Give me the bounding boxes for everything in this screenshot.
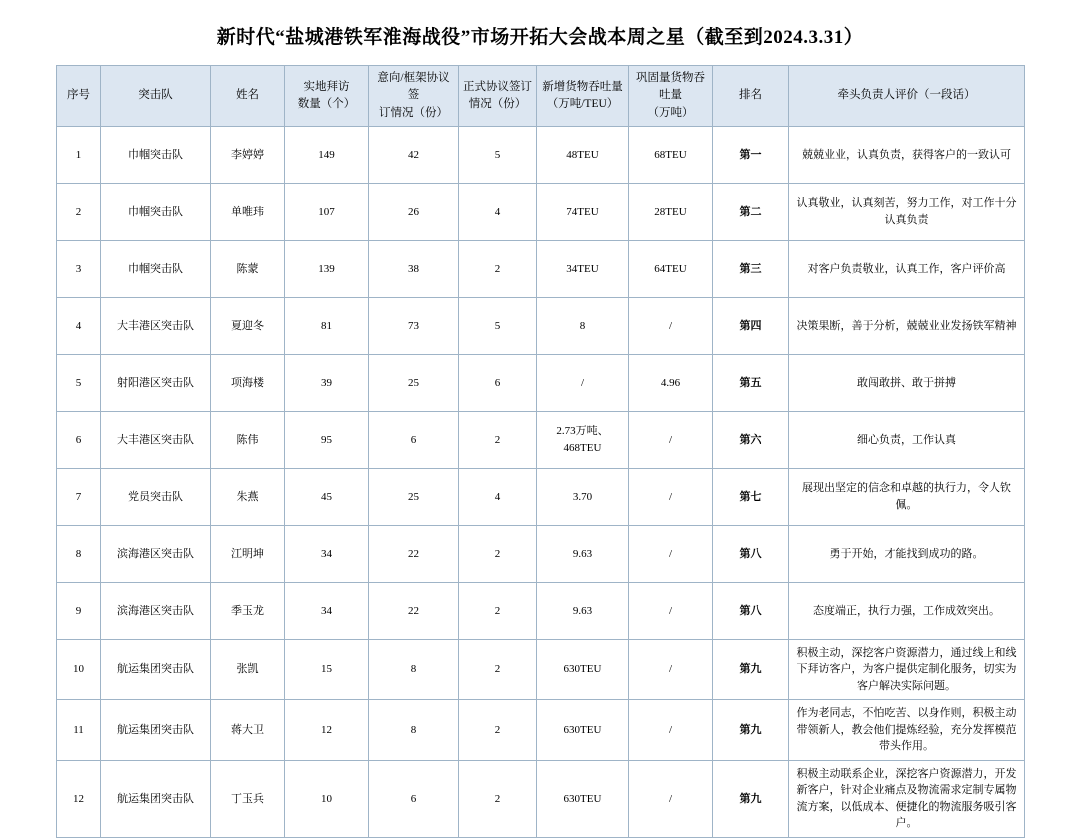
column-header-new-throughput: [537, 66, 629, 127]
cell-formal: 2: [459, 240, 537, 297]
cell-team: 巾帼突击队: [101, 126, 211, 183]
cell-rank: 第六: [713, 411, 789, 468]
cell-solid-throughput: 68TEU: [629, 126, 713, 183]
cell-name: 陈伟: [211, 411, 285, 468]
column-header-name: 姓名: [211, 66, 285, 127]
column-header-evaluation: 牵头负责人评价（一段话）: [789, 66, 1025, 127]
cell-visits: 107: [285, 183, 369, 240]
cell-seq: 1: [57, 126, 101, 183]
cell-solid-throughput: /: [629, 639, 713, 700]
cell-intent: 26: [369, 183, 459, 240]
column-header-solid-throughput-line2: （万吨）: [647, 106, 694, 119]
cell-evaluation: 积极主动，深挖客户资源潜力，通过线上和线下拜访客户，为客户提供定制化服务，切实为客户解决实际问题。: [789, 639, 1025, 700]
cell-visits: 12: [285, 700, 369, 761]
column-header-formal: [459, 66, 537, 127]
cell-seq: 4: [57, 297, 101, 354]
cell-formal: 5: [459, 297, 537, 354]
cell-rank: 第五: [713, 354, 789, 411]
cell-solid-throughput: /: [629, 525, 713, 582]
cell-intent: 6: [369, 411, 459, 468]
cell-solid-throughput: /: [629, 760, 713, 837]
cell-seq: 9: [57, 582, 101, 639]
cell-team: 航运集团突击队: [101, 760, 211, 837]
cell-formal: 2: [459, 700, 537, 761]
cell-team: 航运集团突击队: [101, 700, 211, 761]
cell-name: 季玉龙: [211, 582, 285, 639]
column-header-new-throughput-line2: （万吨/TEU）: [546, 97, 619, 110]
cell-rank: 第一: [713, 126, 789, 183]
cell-new-throughput: 34TEU: [537, 240, 629, 297]
cell-team: 巾帼突击队: [101, 183, 211, 240]
cell-rank: 第九: [713, 760, 789, 837]
cell-visits: 15: [285, 639, 369, 700]
cell-new-throughput: 74TEU: [537, 183, 629, 240]
cell-intent: 8: [369, 700, 459, 761]
cell-name: 江明坤: [211, 525, 285, 582]
column-header-solid-throughput-line1: 巩固量货物吞吐量: [636, 72, 705, 102]
report-table: [56, 65, 1025, 838]
cell-new-throughput: 48TEU: [537, 126, 629, 183]
cell-evaluation: 态度端正，执行力强，工作成效突出。: [789, 582, 1025, 639]
cell-solid-throughput: /: [629, 468, 713, 525]
cell-seq: 2: [57, 183, 101, 240]
column-header-visits-line1: 实地拜访: [303, 80, 350, 93]
cell-intent: 25: [369, 354, 459, 411]
cell-visits: 34: [285, 525, 369, 582]
cell-intent: 38: [369, 240, 459, 297]
cell-new-throughput: 630TEU: [537, 760, 629, 837]
table-body: [57, 126, 1025, 837]
cell-intent: 8: [369, 639, 459, 700]
cell-team: 大丰港区突击队: [101, 411, 211, 468]
cell-team: 滨海港区突击队: [101, 525, 211, 582]
cell-formal: 6: [459, 354, 537, 411]
table-row: [57, 354, 1025, 411]
cell-rank: 第九: [713, 700, 789, 761]
cell-name: 夏迎冬: [211, 297, 285, 354]
cell-new-throughput: 630TEU: [537, 639, 629, 700]
cell-rank: 第二: [713, 183, 789, 240]
column-header-visits: [285, 66, 369, 127]
cell-team: 巾帼突击队: [101, 240, 211, 297]
cell-team: 党员突击队: [101, 468, 211, 525]
cell-visits: 81: [285, 297, 369, 354]
cell-intent: 25: [369, 468, 459, 525]
cell-intent: 6: [369, 760, 459, 837]
cell-solid-throughput: /: [629, 700, 713, 761]
cell-rank: 第三: [713, 240, 789, 297]
table-row: [57, 126, 1025, 183]
cell-formal: 4: [459, 183, 537, 240]
cell-seq: 7: [57, 468, 101, 525]
cell-team: 滨海港区突击队: [101, 582, 211, 639]
column-header-solid-throughput: [629, 66, 713, 127]
column-header-new-throughput-line1: 新增货物吞吐量: [542, 80, 623, 93]
cell-seq: 10: [57, 639, 101, 700]
column-header-formal-line2: 情况（份）: [468, 97, 527, 110]
cell-rank: 第八: [713, 525, 789, 582]
cell-formal: 2: [459, 525, 537, 582]
cell-formal: 2: [459, 582, 537, 639]
cell-name: 单唯玮: [211, 183, 285, 240]
cell-evaluation: 兢兢业业，认真负责，获得客户的一致认可: [789, 126, 1025, 183]
cell-evaluation: 细心负责，工作认真: [789, 411, 1025, 468]
cell-visits: 34: [285, 582, 369, 639]
cell-new-throughput: /: [537, 354, 629, 411]
cell-intent: 73: [369, 297, 459, 354]
column-header-rank: 排名: [713, 66, 789, 127]
cell-visits: 149: [285, 126, 369, 183]
cell-name: 朱燕: [211, 468, 285, 525]
cell-name: 李婷婷: [211, 126, 285, 183]
cell-seq: 8: [57, 525, 101, 582]
cell-team: 大丰港区突击队: [101, 297, 211, 354]
cell-seq: 11: [57, 700, 101, 761]
cell-rank: 第九: [713, 639, 789, 700]
column-header-team: 突击队: [101, 66, 211, 127]
cell-team: 航运集团突击队: [101, 639, 211, 700]
cell-rank: 第八: [713, 582, 789, 639]
cell-name: 陈蒙: [211, 240, 285, 297]
cell-name: 丁玉兵: [211, 760, 285, 837]
cell-visits: 10: [285, 760, 369, 837]
table-row: [57, 760, 1025, 837]
column-header-visits-line2: 数量（个）: [297, 97, 356, 110]
cell-visits: 45: [285, 468, 369, 525]
cell-solid-throughput: /: [629, 411, 713, 468]
cell-formal: 4: [459, 468, 537, 525]
cell-formal: 2: [459, 639, 537, 700]
cell-name: 蒋大卫: [211, 700, 285, 761]
column-header-intent: [369, 66, 459, 127]
table-row: [57, 183, 1025, 240]
cell-solid-throughput: 64TEU: [629, 240, 713, 297]
cell-formal: 5: [459, 126, 537, 183]
cell-seq: 12: [57, 760, 101, 837]
cell-solid-throughput: 28TEU: [629, 183, 713, 240]
column-header-intent-line2: 订情况（份）: [379, 106, 448, 119]
table-row: [57, 700, 1025, 761]
cell-intent: 42: [369, 126, 459, 183]
cell-solid-throughput: 4.96: [629, 354, 713, 411]
cell-name: 项海楼: [211, 354, 285, 411]
cell-new-throughput: 3.70: [537, 468, 629, 525]
cell-new-throughput: 8: [537, 297, 629, 354]
table-row: [57, 240, 1025, 297]
cell-new-throughput: 2.73万吨、468TEU: [537, 411, 629, 468]
cell-evaluation: 积极主动联系企业，深挖客户资源潜力，开发新客户，针对企业痛点及物流需求定制专属物流方案，以低成本、便捷化的物流服务吸引客户。: [789, 760, 1025, 837]
table-header: [57, 66, 1025, 127]
cell-formal: 2: [459, 411, 537, 468]
cell-evaluation: 敢闯敢拼、敢于拼搏: [789, 354, 1025, 411]
cell-seq: 5: [57, 354, 101, 411]
cell-rank: 第四: [713, 297, 789, 354]
cell-seq: 6: [57, 411, 101, 468]
table-header-row: [57, 66, 1025, 127]
table-row: [57, 468, 1025, 525]
cell-visits: 139: [285, 240, 369, 297]
table-row: [57, 411, 1025, 468]
table-row: [57, 582, 1025, 639]
cell-intent: 22: [369, 582, 459, 639]
column-header-formal-line1: 正式协议签订: [463, 80, 532, 93]
cell-evaluation: 作为老同志，不怕吃苦、以身作则，积极主动带领新人，教会他们提炼经验，充分发挥模范带头作用。: [789, 700, 1025, 761]
column-header-intent-line1: 意向/框架协议签: [377, 72, 450, 102]
cell-evaluation: 展现出坚定的信念和卓越的执行力，令人钦佩。: [789, 468, 1025, 525]
page-title: 新时代“盐城港铁军淮海战役”市场开拓大会战本周之星（截至到2024.3.31）: [216, 27, 864, 48]
cell-evaluation: 勇于开始，才能找到成功的路。: [789, 525, 1025, 582]
cell-team: 射阳港区突击队: [101, 354, 211, 411]
cell-formal: 2: [459, 760, 537, 837]
column-header-seq: 序号: [57, 66, 101, 127]
cell-visits: 39: [285, 354, 369, 411]
cell-name: 张凯: [211, 639, 285, 700]
cell-evaluation: 决策果断，善于分析，兢兢业业发扬铁军精神: [789, 297, 1025, 354]
cell-solid-throughput: /: [629, 582, 713, 639]
cell-rank: 第七: [713, 468, 789, 525]
cell-visits: 95: [285, 411, 369, 468]
cell-new-throughput: 630TEU: [537, 700, 629, 761]
cell-evaluation: 对客户负责敬业，认真工作，客户评价高: [789, 240, 1025, 297]
cell-solid-throughput: /: [629, 297, 713, 354]
cell-evaluation: 认真敬业，认真刻苦，努力工作，对工作十分认真负责: [789, 183, 1025, 240]
table-row: [57, 297, 1025, 354]
table-row: [57, 525, 1025, 582]
cell-new-throughput: 9.63: [537, 525, 629, 582]
cell-intent: 22: [369, 525, 459, 582]
cell-seq: 3: [57, 240, 101, 297]
table-row: [57, 639, 1025, 700]
cell-new-throughput: 9.63: [537, 582, 629, 639]
